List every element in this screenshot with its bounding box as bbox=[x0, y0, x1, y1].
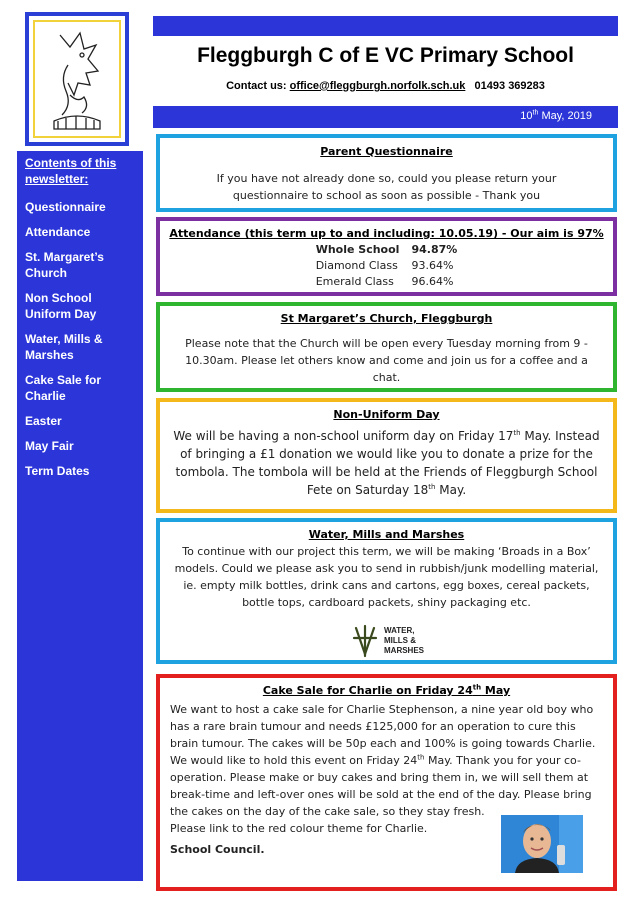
sidebar-item-cake-sale[interactable]: Cake Sale for Charlie bbox=[25, 373, 102, 403]
cake-sale-theme: Please link to the red colour theme for Charlie. bbox=[170, 822, 428, 835]
sidebar-item-easter[interactable]: Easter bbox=[25, 414, 62, 428]
date-suffix: th bbox=[532, 109, 539, 117]
logo-frame bbox=[33, 20, 121, 138]
attendance-value: 94.87% bbox=[411, 243, 458, 256]
sidebar-item-church[interactable]: St. Margaret’s Church bbox=[25, 250, 104, 280]
non-uniform-sup-1: th bbox=[513, 429, 521, 437]
attendance-name: Whole School bbox=[315, 243, 400, 256]
water-mills-logo bbox=[352, 624, 424, 658]
school-logo bbox=[25, 12, 129, 146]
cake-body-1: We want to host a cake sale for Charlie Stephenson, a nine year old boy who has a rare brain tumour and needs £125,000 for an operation to cure this brain tumour. The cakes will be 50p each and 100% is going towards Charlie. We would like to hold this event on Friday 24 bbox=[170, 703, 596, 767]
non-uniform-sup-2: th bbox=[428, 483, 436, 491]
attendance-value: 93.64% bbox=[411, 259, 454, 272]
water-mills-title: Water, Mills and Marshes bbox=[308, 528, 465, 541]
email-link[interactable]: office@fleggburgh.norfolk.sch.uk bbox=[289, 80, 466, 92]
charlie-photo bbox=[501, 815, 583, 873]
sidebar-heading: Contents of this newsletter: bbox=[25, 156, 117, 186]
water-mills-body: To continue with our project this term, we will be making ‘Broads in a Box’ models. Could we please ask you to send in rubbish/junk modelling material, ie. empty milk bottles, drink cans and cartons, egg boxes, cereal packets, bottle tops, cardboard packets, shiny packaging etc. bbox=[174, 545, 599, 609]
questionnaire-body: If you have not already done so, could you please return your questionnaire to school as soon as possible - Thank you bbox=[216, 172, 557, 202]
header-bar bbox=[153, 16, 618, 36]
non-uniform-body bbox=[160, 427, 613, 499]
boy-photo-icon bbox=[501, 815, 583, 873]
sidebar-item-may-fair[interactable]: May Fair bbox=[25, 439, 74, 453]
page-title: Fleggburgh C of E VC Primary School bbox=[197, 44, 574, 67]
table-row bbox=[310, 242, 464, 258]
cake-title-sup: th bbox=[472, 683, 482, 692]
cake-title-2: May bbox=[481, 684, 511, 697]
contact-line bbox=[153, 80, 618, 92]
cake-title-1: Cake Sale for Charlie on Friday 24 bbox=[262, 684, 473, 697]
attendance-section bbox=[156, 217, 617, 296]
attendance-title: Attendance (this term up to and including: 10.05.19) - Our aim is 97% bbox=[169, 227, 604, 240]
sidebar-item-water-mills[interactable]: Water, Mills & Marshes bbox=[25, 332, 103, 362]
sidebar-contents bbox=[17, 151, 143, 881]
sidebar-item-non-uniform[interactable]: Non School Uniform Day bbox=[25, 291, 97, 321]
windmill-icon bbox=[352, 624, 378, 658]
attendance-value: 96.64% bbox=[411, 275, 454, 288]
attendance-name: Emerald Class bbox=[315, 275, 394, 288]
church-section bbox=[156, 302, 617, 392]
logo-line-1: WATER, bbox=[384, 626, 415, 635]
logo-line-2: MILLS & bbox=[384, 636, 416, 645]
sidebar-item-questionnaire[interactable]: Questionnaire bbox=[25, 200, 106, 214]
date-bar bbox=[153, 106, 618, 128]
questionnaire-section bbox=[156, 134, 617, 212]
phone-number: 01493 369283 bbox=[474, 80, 545, 92]
non-uniform-section bbox=[156, 398, 617, 513]
logo-line-3: MARSHES bbox=[384, 646, 425, 655]
cake-sale-title bbox=[170, 684, 603, 697]
water-mills-logo-text bbox=[384, 626, 424, 656]
dragon-crest-icon bbox=[40, 25, 114, 133]
table-row bbox=[310, 258, 464, 274]
questionnaire-title: Parent Questionnaire bbox=[320, 145, 453, 158]
non-uniform-text-3: May. bbox=[435, 483, 467, 497]
date-rest: May, 2019 bbox=[538, 110, 592, 122]
cake-sale-section bbox=[156, 674, 617, 891]
cake-sale-body bbox=[170, 701, 603, 820]
cake-sale-signature: School Council. bbox=[170, 843, 265, 856]
attendance-name: Diamond Class bbox=[315, 259, 398, 272]
cake-body-sup: th bbox=[417, 753, 425, 762]
non-uniform-text-2: May. Instead of bringing a £1 donation we would like you to donate a prize for the tombola. The tombola will be held at the Friends of Fleggburgh School Fete on Saturday 18 bbox=[175, 429, 600, 497]
sidebar-item-attendance[interactable]: Attendance bbox=[25, 225, 91, 239]
non-uniform-text-1: We will be having a non-school uniform day on Friday 17 bbox=[173, 429, 514, 443]
sidebar-item-term-dates[interactable]: Term Dates bbox=[25, 464, 90, 478]
attendance-table bbox=[310, 242, 464, 290]
water-mills-section bbox=[156, 518, 617, 664]
church-body: Please note that the Church will be open every Tuesday morning from 9 - 10.30am. Please let others know and come and join us for a coffee and a chat. bbox=[185, 337, 588, 384]
church-title: St Margaret’s Church, Fleggburgh bbox=[280, 312, 493, 325]
date-day: 10 bbox=[520, 110, 533, 122]
non-uniform-title: Non-Uniform Day bbox=[333, 408, 440, 421]
contact-prefix: Contact us: bbox=[226, 80, 290, 92]
table-row bbox=[310, 274, 464, 290]
cake-body-2: May. Thank you for your co-operation. Please make or buy cakes and bring them in, we will sell them at break-time and left-over ones will be sold at the end of the day. Please bring the cakes on the day of the cake sale, so they stay fresh. bbox=[170, 754, 592, 818]
